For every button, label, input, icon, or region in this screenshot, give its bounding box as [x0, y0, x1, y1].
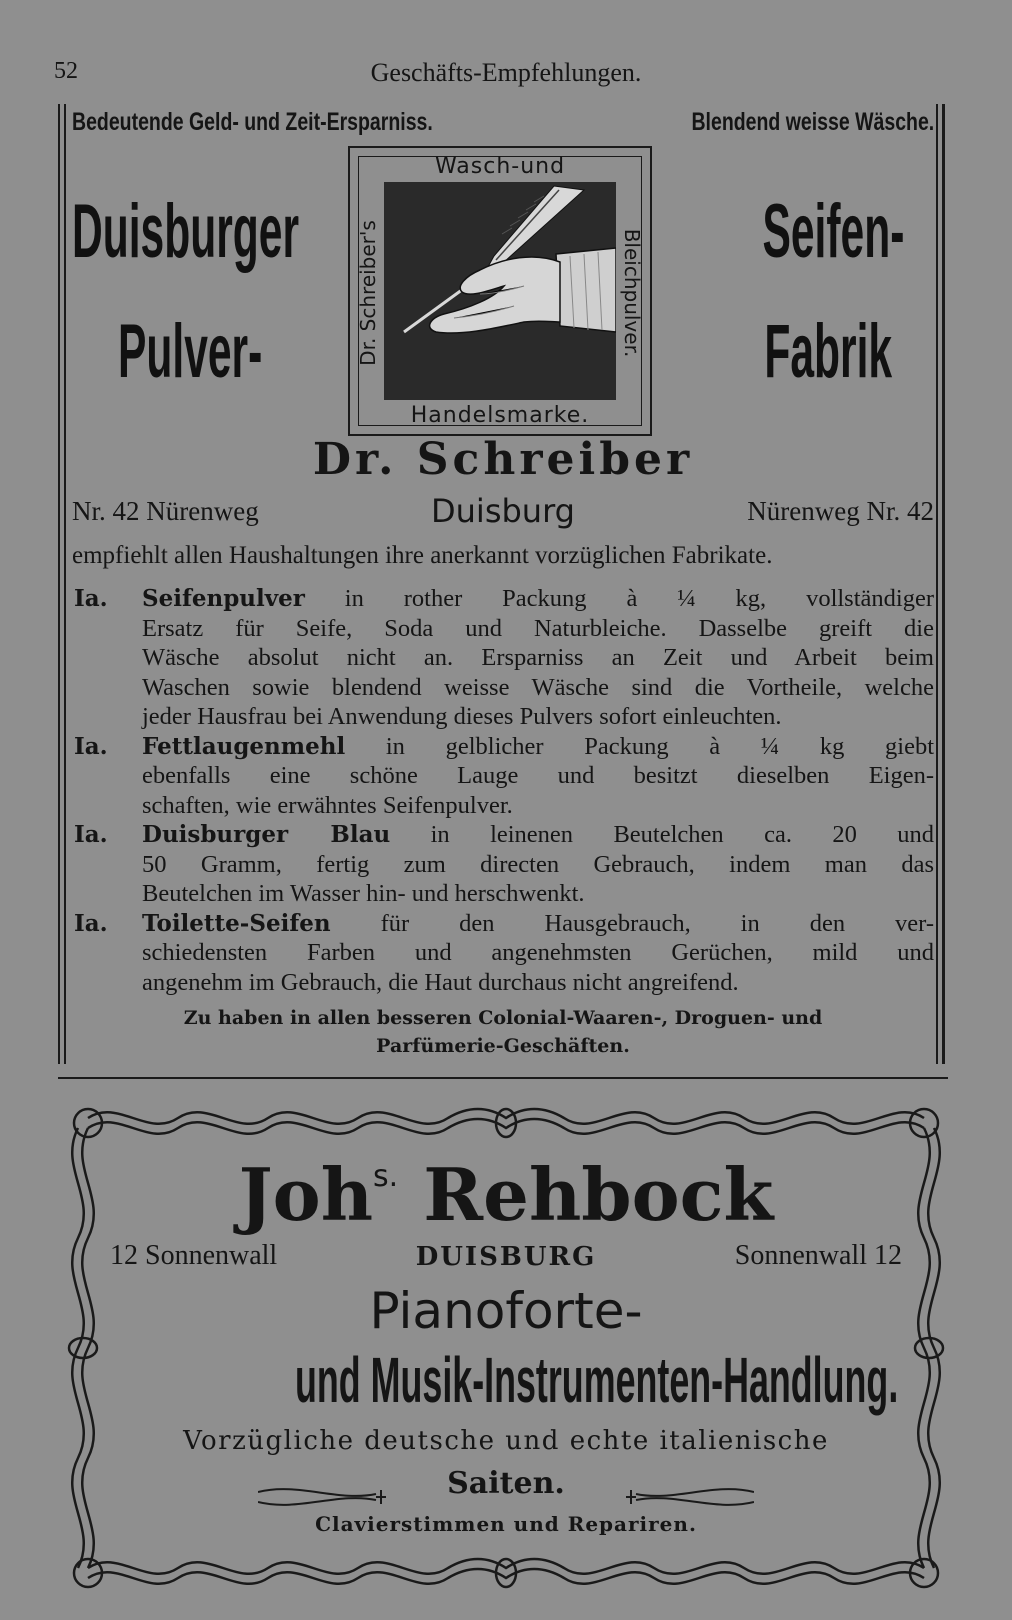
name-superscript: s.: [373, 1159, 399, 1194]
trademark-top-text: Wasch-und: [434, 154, 566, 179]
separator-rule: [58, 1077, 948, 1079]
word-pulver: Pulver-: [118, 309, 263, 394]
product-name: Duisburger Blau: [142, 821, 391, 848]
product-line: 50 Gramm, fertig zum directen Gebrauch, indem man das: [142, 850, 934, 878]
trademark-bottom-text: Handelsmarke.: [410, 403, 590, 428]
product-item: [72, 584, 934, 732]
frame-rule-left-inner: [64, 104, 66, 1064]
rehbock-address-line: [110, 1240, 902, 1280]
product-name: Seifenpulver: [142, 585, 305, 612]
slogan-left: Bedeutende Geld- und Zeit-Ersparniss.: [72, 108, 433, 136]
product-name: Fettlaugenmehl: [142, 732, 346, 760]
advertisement-rehbock: [58, 1098, 954, 1598]
product-item: [72, 732, 934, 821]
saiten-line: Saiten.: [447, 1466, 565, 1501]
product-line: schaften, wie erwähntes Seifenpulver.: [142, 791, 513, 819]
address-line: [72, 492, 934, 536]
advertisement-schreiber: [58, 104, 948, 1064]
intro-text: empfiehlt allen Haushaltungen ihre anerkannt vorzüglichen Fabrikate.: [72, 542, 773, 569]
product-line: Duisburger Blau in leinenen Beutelchen ca. 20 und: [142, 821, 934, 848]
product-line: Beutelchen im Wasser hin- und herschwenkt.: [142, 880, 585, 907]
address-right: Sonnenwall 12: [734, 1240, 902, 1271]
product-grade: Ia.: [74, 585, 108, 612]
availability-note: [58, 1004, 948, 1060]
company-name: Dr. Schreiber: [312, 434, 694, 485]
product-grade: Ia.: [74, 732, 108, 760]
trademark-right-text: Bleichpulver.: [620, 228, 644, 358]
product-line: schiedensten Farben und angenehmsten Gerüchen, mild und: [142, 939, 934, 966]
product-line: angenehm im Gebrauch, die Haut durchaus nicht angreifend.: [142, 968, 739, 996]
strings-description: Vorzügliche deutsche und echte italienische: [183, 1426, 829, 1456]
trademark-left-text: Dr. Schreiber's: [356, 220, 380, 366]
page-number: 52: [54, 58, 78, 84]
flourish-right-icon: [624, 1482, 754, 1512]
address-left: 12 Sonnenwall: [110, 1240, 278, 1271]
trademark-box: [348, 146, 652, 436]
hand-with-quill-illustration: [384, 182, 616, 400]
pianoforte-line: Pianoforte-: [369, 1282, 643, 1340]
frame-rule-left-outer: [58, 104, 60, 1064]
product-line: Seifenpulver in rother Packung à ¼ kg, vollständiger: [142, 585, 934, 612]
running-title: Geschäfts-Empfehlungen.: [370, 58, 642, 87]
word-fabrik: Fabrik: [764, 309, 892, 394]
product-line: Waschen sowie blendend weisse Wäsche sind die Vortheile, welche: [142, 673, 934, 701]
word-seifen: Seifen-: [762, 189, 904, 274]
availability-line: Parfümerie-Geschäften.: [376, 1035, 630, 1057]
address-left: Nr. 42 Nürenweg: [72, 496, 259, 526]
product-line: jeder Hausfrau bei Anwendung dieses Pulvers sofort einleuchten.: [142, 703, 782, 730]
product-line: Fettlaugenmehl in gelblicher Packung à ¼ kg giebt: [142, 732, 934, 760]
product-list: [72, 584, 934, 997]
product-line: Wäsche absolut nicht an. Ersparniss an Zeit und Arbeit beim: [142, 644, 934, 671]
address-city: DUISBURG: [415, 1242, 597, 1272]
address-city: Duisburg: [431, 492, 575, 530]
product-line: ebenfalls eine schöne Lauge und besitzt dieselben Eigen-: [142, 762, 934, 789]
musik-handlung-line: und Musik-Instrumenten-Handlung.: [295, 1344, 899, 1416]
product-name: Toilette-Seifen: [142, 909, 331, 937]
word-duisburger: Duisburger: [72, 189, 300, 274]
clavier-line: Clavierstimmen und Repariren.: [315, 1512, 697, 1536]
rehbock-name: Joh$^{s.}$ Rehbock: [238, 1152, 774, 1237]
product-line: Ersatz für Seife, Soda und Naturbleiche. Dasselbe greift die: [142, 614, 934, 642]
availability-line: Zu haben in allen besseren Colonial-Waaren-, Droguen- und: [183, 1007, 823, 1029]
slogan-right: Blendend weisse Wäsche.: [691, 108, 934, 136]
frame-rule-right-inner: [936, 104, 938, 1064]
product-grade: Ia.: [74, 821, 108, 848]
frame-rule-right-outer: [942, 104, 945, 1064]
product-item: [72, 909, 934, 998]
product-grade: Ia.: [74, 909, 108, 937]
hand-with-quill-icon: [384, 182, 616, 400]
product-item: [72, 820, 934, 909]
product-line: Toilette-Seifen für den Hausgebrauch, in den ver-: [142, 909, 934, 937]
address-right: Nürenweg Nr. 42: [747, 496, 934, 526]
